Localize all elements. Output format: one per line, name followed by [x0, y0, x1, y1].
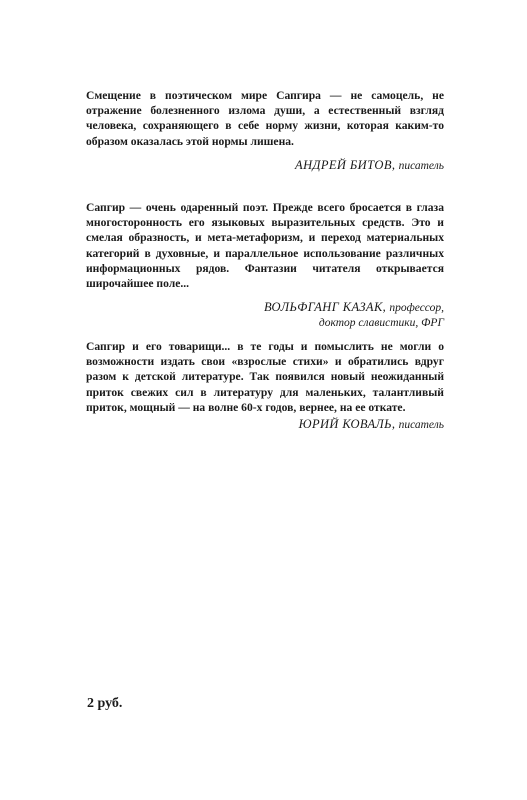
author-role-continued: доктор славистики, ФРГ [318, 317, 444, 330]
author-name: ВОЛЬФГАНГ КАЗАК, [264, 300, 387, 315]
quote-text: Смещение в поэтическом мире Сапгира — не самоцель, не отражение болезненного излома души, а естественный взгляд человека, сохраняющего в себе норму жизни, которая каким-то образом оказалась этой нормы лишена. [86, 89, 444, 148]
quote-bitov [86, 88, 444, 174]
quote-koval [86, 339, 444, 433]
quote-attribution [86, 158, 444, 174]
price-label: 2 руб. [87, 696, 123, 711]
quote-attribution [86, 417, 444, 433]
author-role: профессор, [389, 302, 444, 315]
quote-text: Сапгир и его товарищи... в те годы и помыслить не могли о возможности издать свои «взрослые стихи» и обратились вдруг разом к детской литературе. Так появился новый неожиданный приток свежих сил в литературу для маленьких, талантливый приток, мощный — на волне 60-х годов, вернее, на ее откате. [86, 340, 444, 414]
author-name: АНДРЕЙ БИТОВ, [295, 157, 396, 172]
quote-attribution [86, 300, 444, 331]
quote-text: Сапгир — очень одаренный поэт. Прежде всего бросается в глаза многосторонность его языковых выразительных средств. Это и смелая образность, и мета-метафоризм, и переход материальных категорий в духовные, и параллельное использование различных информационных рядов. Фантазии читателя открывается широчайшее поле... [86, 201, 444, 291]
author-name: ЮРИЙ КОВАЛЬ, [298, 417, 396, 432]
author-role: писатель [398, 159, 444, 172]
author-role: писатель [398, 419, 444, 432]
quote-kasack [86, 200, 444, 331]
